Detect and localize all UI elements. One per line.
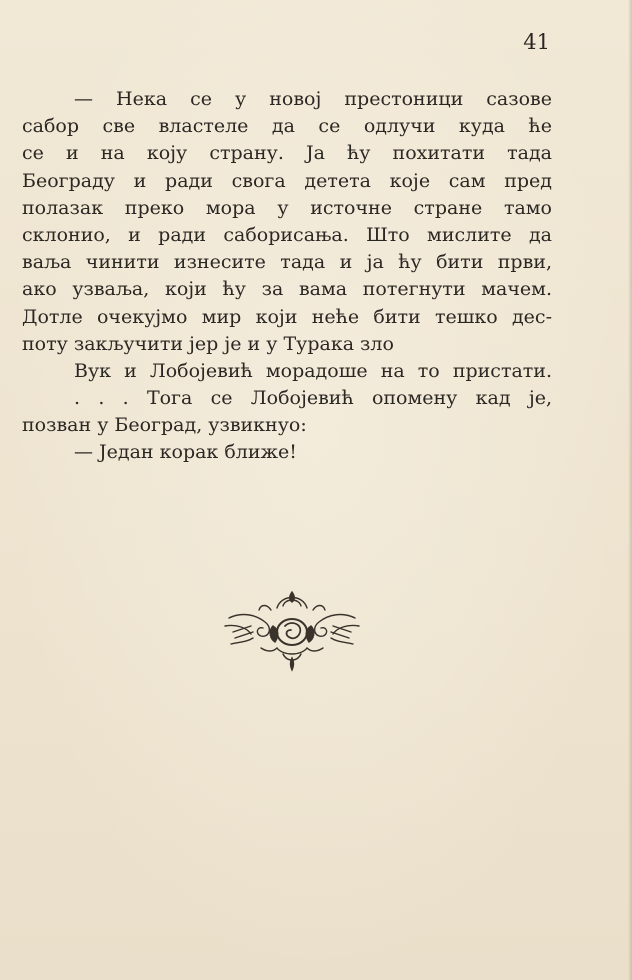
text-line: склонио, и ради саборисања. Што мислите да bbox=[22, 223, 552, 246]
body-text bbox=[22, 86, 552, 467]
text-line: . . . Тога се Лобојевић опомену кад је, bbox=[74, 387, 552, 410]
text-line: поту закључити јер је и у Турака зло bbox=[22, 332, 394, 355]
text-line: сабор све властеле да се одлучи куда ће bbox=[22, 115, 552, 138]
text-line: ако узваља, који ћу за вама потегнути мачем. bbox=[22, 278, 552, 301]
text-line: полазак преко мора у источне стране тамо bbox=[22, 196, 552, 219]
text-line: се и на коју страну. Ја ћу похитати тада bbox=[22, 142, 552, 165]
text-line: — Нека се у новој престоници сазове bbox=[74, 88, 552, 110]
text-line: — Један корак ближе! bbox=[74, 441, 297, 464]
text-line: позван у Београд, узвикнуо: bbox=[22, 414, 307, 437]
page-edge-shadow bbox=[628, 0, 632, 980]
text-line: Дотле очекујмо мир који неће бити тешко дес- bbox=[22, 305, 552, 328]
floral-vignette-ornament-icon bbox=[221, 586, 363, 672]
text-line: ваља чинити изнесите тада и ја ћу бити први, bbox=[22, 251, 552, 274]
text-line: Вук и Лобојевић морадоше на то пристати. bbox=[74, 359, 552, 382]
text-line: Београду и ради свога детета које сам пред bbox=[22, 169, 552, 192]
page-number: 41 bbox=[523, 30, 550, 54]
